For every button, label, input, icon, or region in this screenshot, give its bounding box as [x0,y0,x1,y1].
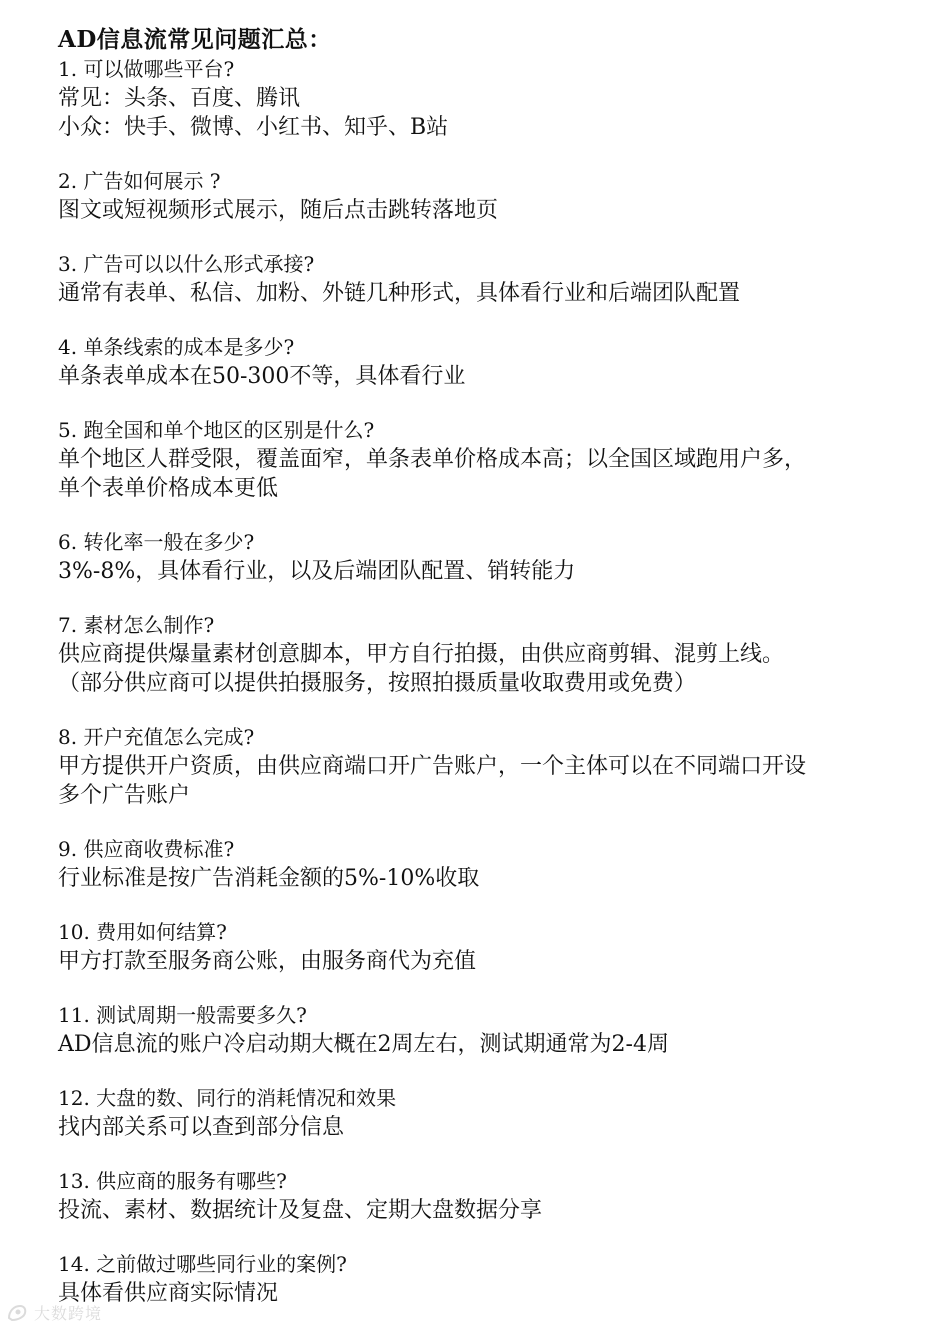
faq-question: 10. 费用如何结算? [58,920,227,944]
faq-item-5 [58,416,898,503]
document-title: AD信息流常见问题汇总： [58,26,332,53]
faq-question: 9. 供应商收费标准? [58,837,235,861]
faq-answer-line: 单个表单价格成本更低 [58,476,279,501]
faq-answer-line: 单条表单成本在50-300不等，具体看行业 [58,364,466,389]
faq-question: 4. 单条线索的成本是多少? [58,335,295,359]
faq-item-11 [58,1001,898,1059]
faq-answer-line: 甲方提供开户资质，由供应商端口开广告账户，一个主体可以在不同端口开设 [58,754,807,779]
faq-answer-line: 小众：快手、微博、小红书、知乎、B站 [58,115,449,140]
faq-answer-line: AD信息流的账户冷启动期大概在2周左右，测试期通常为2-4周 [58,1032,669,1057]
faq-list [58,167,898,1308]
faq-question: 7. 素材怎么制作? [58,613,215,637]
faq-question: 3. 广告可以以什么形式承接? [58,252,315,276]
faq-question: 2. 广告如何展示 ? [58,169,221,193]
faq-answer-line: 通常有表单、私信、加粉、外链几种形式，具体看行业和后端团队配置 [58,281,741,306]
faq-answer-line: 甲方打款至服务商公账，由服务商代为充值 [58,949,477,974]
faq-answer-line: 投流、素材、数据统计及复盘、定期大盘数据分享 [58,1198,543,1223]
faq-item-14 [58,1250,898,1308]
faq-question: 8. 开户充值怎么完成? [58,725,255,749]
faq-answer-line: 行业标准是按广告消耗金额的5%-10%收取 [58,866,480,891]
faq-answer-line: 单个地区人群受限，覆盖面窄，单条表单价格成本高；以全国区域跑用户多， [58,447,807,472]
faq-question: 5. 跑全国和单个地区的区别是什么? [58,418,375,442]
faq-item-12 [58,1084,898,1142]
watermark-text: 大数跨境 [34,1304,103,1323]
faq-document [58,24,898,1308]
faq-item-1 [58,55,898,142]
faq-answer-line: 多个广告账户 [58,783,191,808]
faq-question: 11. 测试周期一般需要多久? [58,1003,307,1027]
faq-answer-line: 具体看供应商实际情况 [58,1281,279,1306]
faq-item-10 [58,918,898,976]
faq-question: 12. 大盘的数、同行的消耗情况和效果 [58,1086,397,1110]
platform-logo-icon [6,1303,28,1323]
faq-answer-line: 找内部关系可以查到部分信息 [58,1115,345,1140]
faq-item-2 [58,167,898,225]
faq-answer-line: 图文或短视频形式展示，随后点击跳转落地页 [58,198,499,223]
faq-answer-line: （部分供应商可以提供拍摄服务，按照拍摄质量收取费用或免费） [58,671,697,696]
faq-item-3 [58,250,898,308]
faq-question: 1. 可以做哪些平台? [58,57,235,81]
faq-question: 14. 之前做过哪些同行业的案例? [58,1252,347,1276]
watermark [6,1301,102,1324]
faq-item-4 [58,333,898,391]
faq-answer-line: 3%-8%，具体看行业，以及后端团队配置、销转能力 [58,559,576,584]
faq-item-13 [58,1167,898,1225]
faq-question: 6. 转化率一般在多少? [58,530,255,554]
faq-item-8 [58,723,898,810]
faq-item-9 [58,835,898,893]
faq-item-7 [58,611,898,698]
faq-answer-line: 供应商提供爆量素材创意脚本，甲方自行拍摄，由供应商剪辑、混剪上线。 [58,642,785,667]
faq-item-6 [58,528,898,586]
faq-question: 13. 供应商的服务有哪些? [58,1169,287,1193]
faq-answer-line: 常见：头条、百度、腾讯 [58,86,301,111]
